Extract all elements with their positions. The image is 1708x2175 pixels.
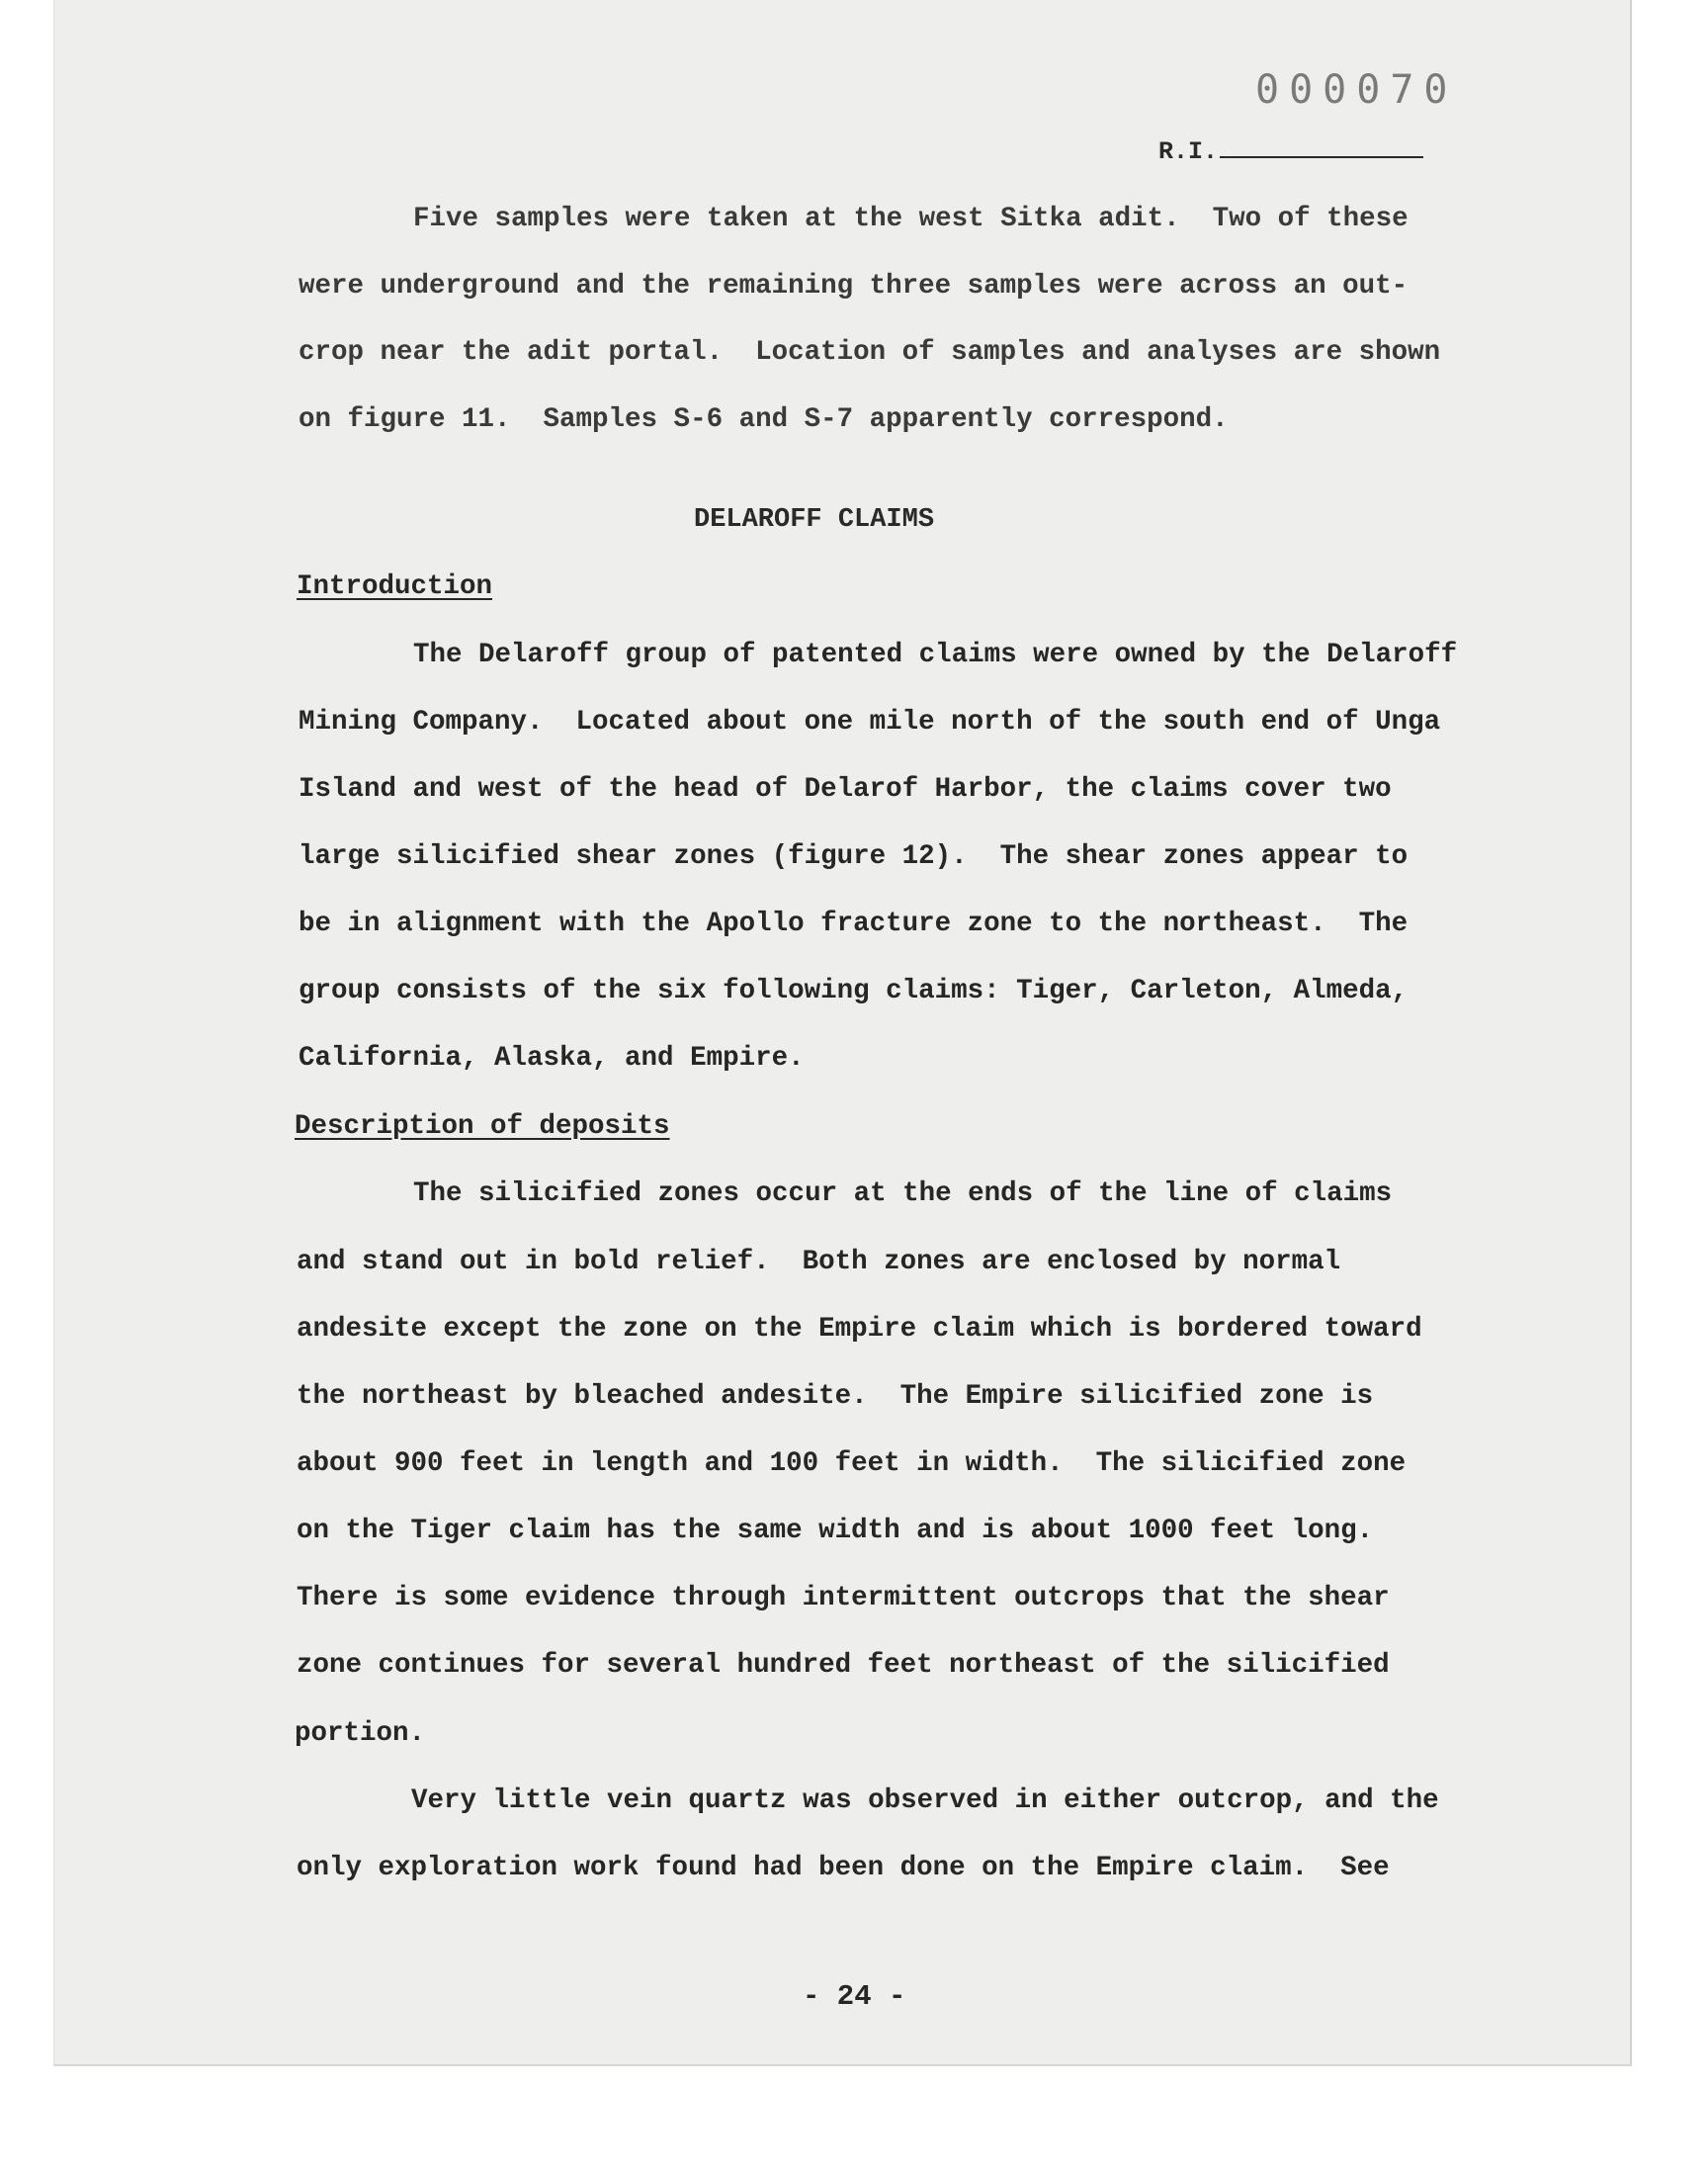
text-line: the northeast by bleached andesite. The Empire silicified zone is: [297, 1381, 1374, 1412]
text-line: large silicified shear zones (figure 12). The shear zones appear to: [299, 841, 1409, 872]
text-line: There is some evidence through intermittent outcrops that the shear: [297, 1583, 1390, 1613]
text-line: be in alignment with the Apollo fracture zone to the northeast. The: [299, 909, 1409, 939]
document-page: [53, 0, 1632, 2066]
text-line: portion.: [295, 1718, 426, 1749]
report-number-label: [1158, 134, 1423, 166]
ri-blank-line: [1220, 134, 1423, 158]
page-number: - 24 -: [803, 1980, 906, 2013]
document-number: 000070: [1255, 67, 1458, 113]
text-line: The Delaroff group of patented claims were owned by the Delaroff: [413, 640, 1458, 670]
text-line: Mining Company. Located about one mile north of the south end of Unga: [299, 707, 1441, 738]
text-line: California, Alaska, and Empire.: [299, 1043, 805, 1074]
section-title: DELAROFF CLAIMS: [694, 505, 935, 535]
text-line: and stand out in bold relief. Both zones are enclosed by normal: [297, 1247, 1341, 1277]
text-line: Island and west of the head of Delarof Harbor, the claims cover two: [299, 774, 1392, 805]
text-line: Very little vein quartz was observed in either outcrop, and the: [411, 1785, 1439, 1816]
description-heading: Description of deposits: [295, 1111, 670, 1142]
text-line: were underground and the remaining three samples were across an out-: [299, 271, 1409, 302]
text-line: The silicified zones occur at the ends of the line of claims: [413, 1178, 1393, 1209]
text-line: only exploration work found had been done on the Empire claim. See: [297, 1853, 1390, 1883]
text-line: zone continues for several hundred feet northeast of the silicified: [297, 1650, 1390, 1681]
text-line: crop near the adit portal. Location of samples and analyses are shown: [299, 337, 1441, 368]
text-line: andesite except the zone on the Empire claim which is bordered toward: [297, 1314, 1422, 1345]
ri-label: R.I.: [1158, 137, 1219, 166]
text-line: about 900 feet in length and 100 feet in width. The silicified zone: [297, 1448, 1407, 1479]
text-line: group consists of the six following claims: Tiger, Carleton, Almeda,: [299, 976, 1409, 1006]
text-line: Five samples were taken at the west Sitka adit. Two of these: [413, 204, 1409, 234]
text-line: on the Tiger claim has the same width and is about 1000 feet long.: [297, 1516, 1374, 1546]
introduction-heading: Introduction: [297, 571, 493, 602]
text-line: on figure 11. Samples S-6 and S-7 apparently correspond.: [299, 404, 1229, 435]
